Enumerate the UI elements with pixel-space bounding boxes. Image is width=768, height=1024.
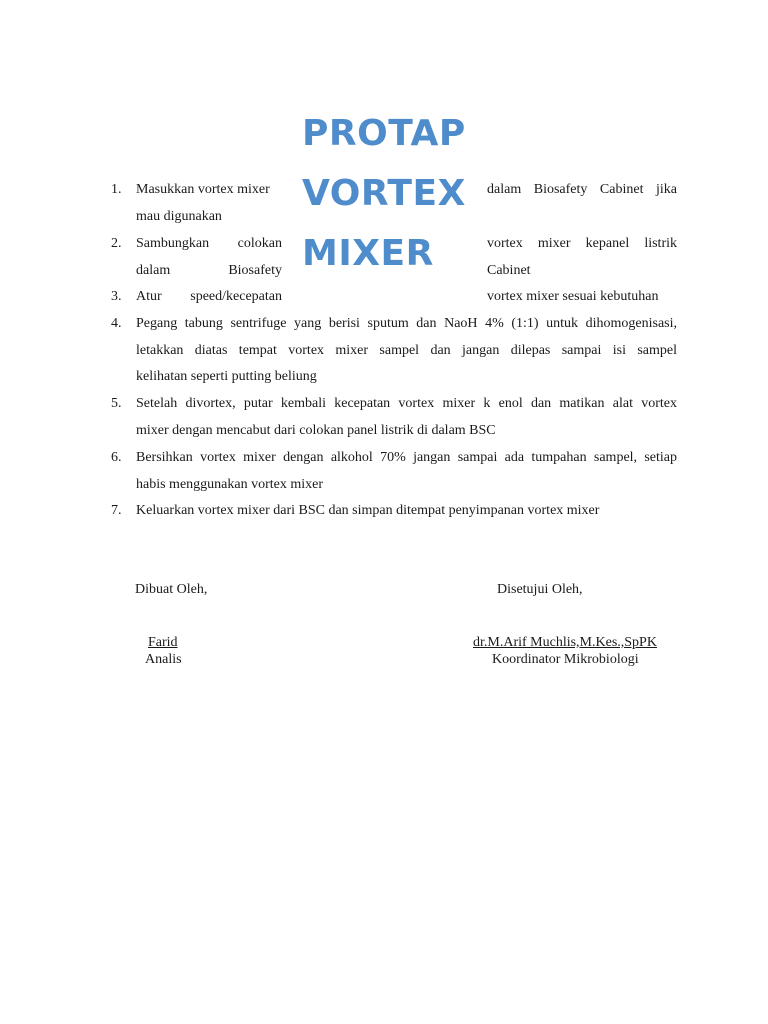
step-6-line-1: Bersihkan vortex mixer dengan alkohol 70% jangan sampai ada tumpahan sampel, setiap (136, 450, 677, 465)
step-2-cont-left: dalam Biosafety (136, 263, 282, 278)
step-3-left: Atur speed/kecepatan (136, 289, 282, 304)
step-4-number: 4. (111, 316, 122, 331)
step-7-line-1: Keluarkan vortex mixer dari BSC dan simpan ditempat penyimpanan vortex mixer (136, 503, 600, 518)
title-line-3: MIXER (302, 233, 434, 274)
step-2-right: vortex mixer kepanel listrik (487, 236, 677, 251)
prepared-by-role: Analis (145, 652, 182, 667)
document-title (302, 104, 482, 284)
step-4-line-1: Pegang tabung sentrifuge yang berisi sputum dan NaoH 4% (1:1) untuk dihomogenisasi, (136, 316, 677, 331)
step-5-number: 5. (111, 396, 122, 411)
approved-by-name: dr.M.Arif Muchlis,M.Kes.,SpPK (473, 635, 657, 650)
step-2-left: Sambungkan colokan (136, 236, 282, 251)
step-5-line-2: mixer dengan mencabut dari colokan panel listrik di dalam BSC (136, 423, 496, 438)
step-1-cont: mau digunakan (136, 209, 222, 224)
approved-by-heading: Disetujui Oleh, (497, 582, 583, 597)
step-5-line-1: Setelah divortex, putar kembali kecepatan vortex mixer k enol dan matikan alat vortex (136, 396, 677, 411)
step-2-number: 2. (111, 236, 122, 251)
title-line-1: PROTAP (302, 113, 466, 154)
step-4-line-3: kelihatan seperti putting beliung (136, 369, 317, 384)
title-line-2: VORTEX (302, 173, 466, 214)
step-4-line-2: letakkan diatas tempat vortex mixer sampel dan jangan dilepas sampai isi sampel (136, 343, 677, 358)
approved-by-role: Koordinator Mikrobiologi (492, 652, 639, 667)
step-3-right: vortex mixer sesuai kebutuhan (487, 289, 659, 304)
step-1-right: dalam Biosafety Cabinet jika (487, 182, 677, 197)
step-1-number: 1. (111, 182, 122, 197)
step-2-cont-right: Cabinet (487, 263, 531, 278)
prepared-by-name: Farid (148, 635, 178, 650)
step-1-left: Masukkan vortex mixer (136, 182, 270, 197)
prepared-by-heading: Dibuat Oleh, (135, 582, 208, 597)
step-3-number: 3. (111, 289, 122, 304)
step-7-number: 7. (111, 503, 122, 518)
step-6-line-2: habis menggunakan vortex mixer (136, 477, 324, 492)
step-6-number: 6. (111, 450, 122, 465)
